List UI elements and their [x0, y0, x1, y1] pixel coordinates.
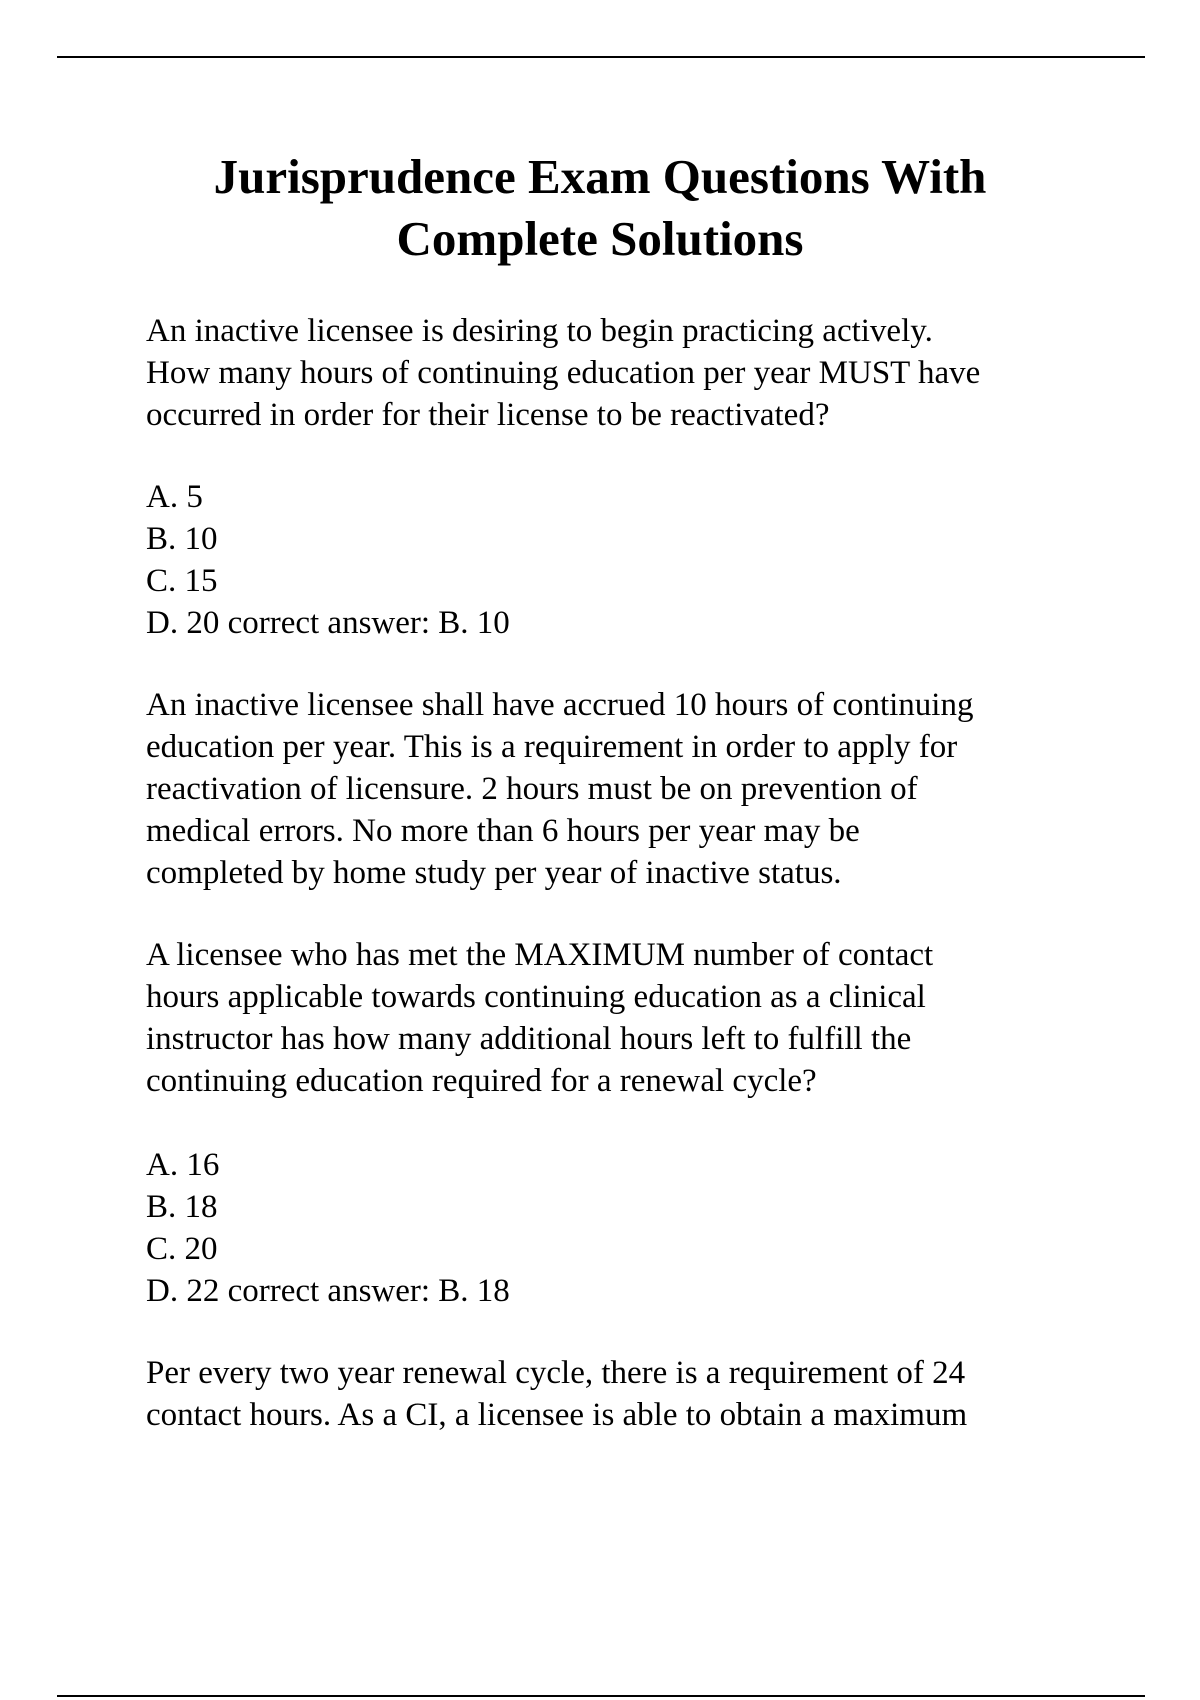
question-1-prompt: [146, 310, 1146, 436]
question-1-explanation-line: reactivation of licensure. 2 hours must be on prevention of: [146, 771, 918, 807]
question-2-options: [146, 1144, 1146, 1312]
title-line-2: Complete Solutions: [396, 211, 804, 266]
top-rule: [57, 56, 1145, 58]
question-2-option-c: C. 20: [146, 1231, 218, 1267]
question-1-explanation: [146, 684, 1146, 894]
question-2-option-b: B. 18: [146, 1189, 218, 1225]
question-2-explanation: [146, 1352, 1146, 1436]
question-1-option-a: A. 5: [146, 479, 203, 515]
question-1-explanation-line: completed by home study per year of inactive status.: [146, 855, 842, 891]
question-1-prompt-line: occurred in order for their license to be reactivated?: [146, 397, 830, 433]
question-1-explanation-line: An inactive licensee shall have accrued 10 hours of continuing: [146, 687, 974, 723]
question-2-explanation-line: Per every two year renewal cycle, there is a requirement of 24: [146, 1355, 966, 1391]
question-2-explanation-line: contact hours. As a CI, a licensee is able to obtain a maximum: [146, 1397, 968, 1433]
question-1-option-b: B. 10: [146, 521, 218, 557]
question-2-prompt-line: instructor has how many additional hours left to fulfill the: [146, 1021, 912, 1057]
question-2-prompt-line: continuing education required for a renewal cycle?: [146, 1063, 817, 1099]
question-1-explanation-line: education per year. This is a requirement in order to apply for: [146, 729, 958, 765]
question-1-option-d-answer: D. 20 correct answer: B. 10: [146, 605, 510, 641]
title-line-1: Jurisprudence Exam Questions With: [213, 149, 987, 204]
question-1-options: [146, 476, 1146, 644]
bottom-rule: [57, 1695, 1145, 1697]
question-1-option-c: C. 15: [146, 563, 218, 599]
question-1-prompt-line: An inactive licensee is desiring to begin practicing actively.: [146, 313, 933, 349]
question-2-prompt-line: hours applicable towards continuing education as a clinical: [146, 979, 926, 1015]
question-1-explanation-line: medical errors. No more than 6 hours per year may be: [146, 813, 860, 849]
page-title: [100, 146, 1100, 270]
question-2-prompt-line: A licensee who has met the MAXIMUM number of contact: [146, 937, 934, 973]
question-2-option-d-answer: D. 22 correct answer: B. 18: [146, 1273, 510, 1309]
question-1-prompt-line: How many hours of continuing education per year MUST have: [146, 355, 981, 391]
question-2-prompt: [146, 934, 1146, 1102]
question-2-option-a: A. 16: [146, 1147, 220, 1183]
